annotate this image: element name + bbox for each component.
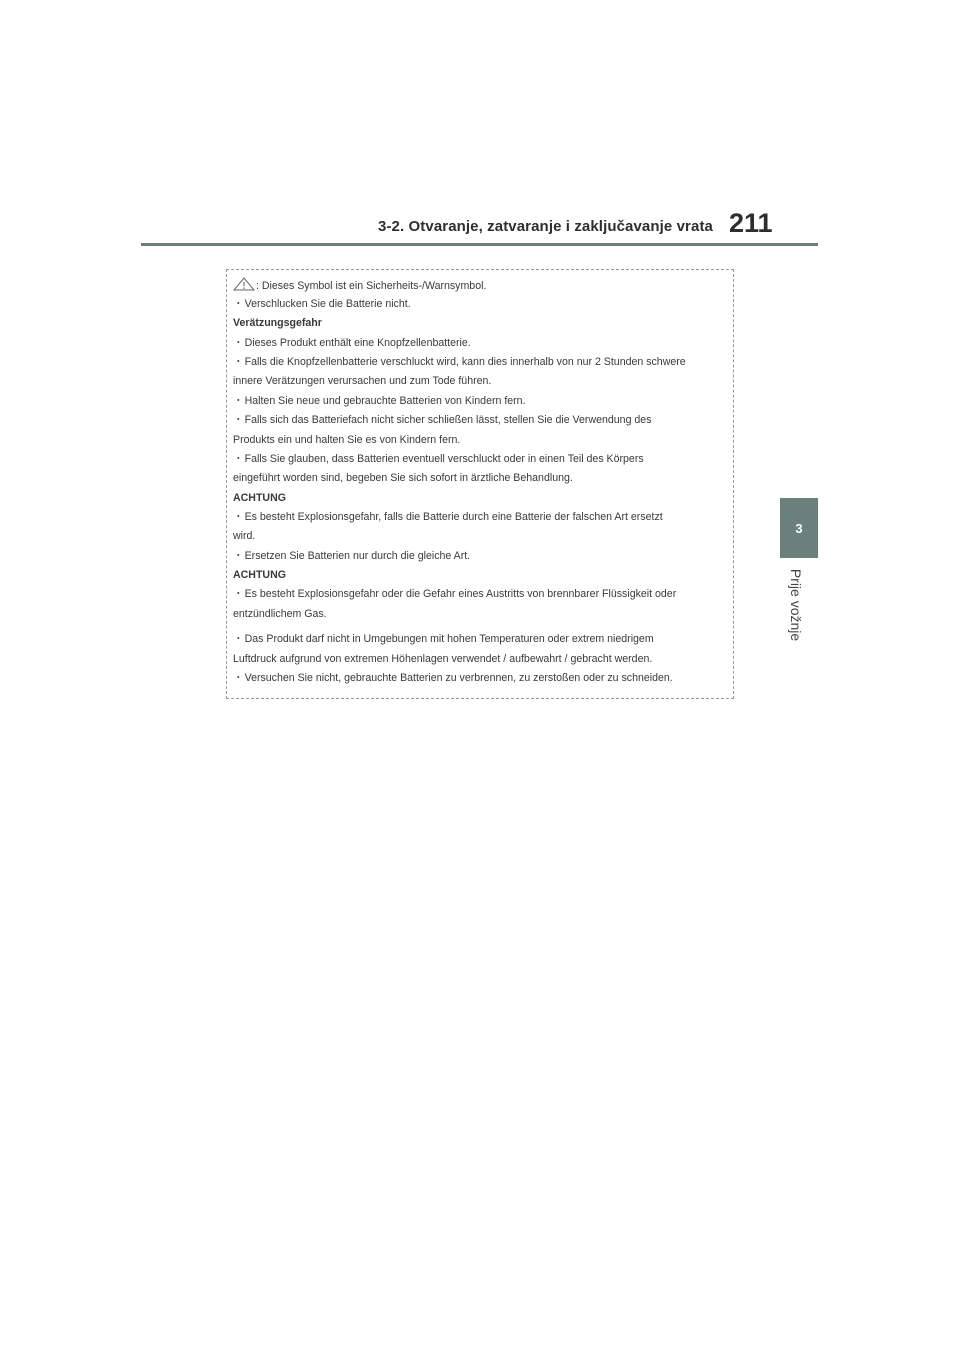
bullet: ・ bbox=[233, 550, 244, 562]
warning-line: ・Versuchen Sie nicht, gebrauchte Batterien zu verbrennen, zu zerstoßen oder zu schneiden. bbox=[233, 672, 673, 684]
warning-triangle-icon bbox=[233, 277, 255, 295]
bullet: ・ bbox=[233, 337, 244, 349]
warning-line: ・Ersetzen Sie Batterien nur durch die gleiche Art. bbox=[233, 550, 471, 562]
chapter-number: 3 bbox=[795, 520, 803, 536]
warning-line: innere Verätzungen verursachen und zum Tode führen. bbox=[233, 375, 492, 387]
warning-line: ・Es besteht Explosionsgefahr oder die Gefahr eines Austritts von brennbarer Flüssigkeit oder bbox=[233, 588, 677, 600]
bullet: ・ bbox=[233, 395, 244, 407]
warning-line: ・Es besteht Explosionsgefahr, falls die Batterie durch eine Batterie der falschen Art ersetzt bbox=[233, 511, 663, 523]
bullet: ・ bbox=[233, 633, 244, 645]
warning-heading: ACHTUNG bbox=[233, 492, 286, 504]
warning-heading: Verätzungsgefahr bbox=[233, 317, 322, 329]
warning-line: ・Falls sich das Batteriefach nicht sicher schließen lässt, stellen Sie die Verwendung des bbox=[233, 414, 652, 426]
bullet: ・ bbox=[233, 588, 244, 600]
warning-line: Produkts ein und halten Sie es von Kindern fern. bbox=[233, 434, 461, 446]
warning-line: Luftdruck aufgrund von extremen Höhenlagen verwendet / aufbewahrt / gebracht werden. bbox=[233, 653, 653, 665]
warning-line: ・Falls die Knopfzellenbatterie verschluckt wird, kann dies innerhalb von nur 2 Stunden schwere bbox=[233, 356, 686, 368]
warning-symbol-text: : Dieses Symbol ist ein Sicherheits-/Warnsymbol. bbox=[256, 280, 487, 292]
warning-line: ・Das Produkt darf nicht in Umgebungen mit hohen Temperaturen oder extrem niedrigem bbox=[233, 633, 654, 645]
warning-line: ・Halten Sie neue und gebrauchte Batterien von Kindern fern. bbox=[233, 395, 526, 407]
bullet: ・ bbox=[233, 298, 244, 310]
warning-line: wird. bbox=[233, 530, 256, 542]
page-number: 211 bbox=[729, 208, 773, 238]
warning-symbol-note bbox=[233, 277, 486, 295]
bullet: ・ bbox=[233, 672, 244, 684]
warning-line: ・Verschlucken Sie die Batterie nicht. bbox=[233, 298, 411, 310]
header-rule bbox=[141, 243, 818, 246]
warning-line: entzündlichem Gas. bbox=[233, 608, 327, 620]
bullet: ・ bbox=[233, 414, 244, 426]
warning-heading: ACHTUNG bbox=[233, 569, 286, 581]
bullet: ・ bbox=[233, 356, 244, 368]
warning-line: eingeführt worden sind, begeben Sie sich sofort in ärztliche Behandlung. bbox=[233, 472, 573, 484]
warning-line: ・Falls Sie glauben, dass Batterien eventuell verschluckt oder in einen Teil des Körpers bbox=[233, 453, 644, 465]
bullet: ・ bbox=[233, 511, 244, 523]
chapter-label: Prije vožnje bbox=[788, 568, 804, 642]
warning-line: ・Dieses Produkt enthält eine Knopfzellenbatterie. bbox=[233, 337, 471, 349]
section-title: 3-2. Otvaranje, zatvaranje i zaključavanje vrata bbox=[378, 218, 713, 235]
bullet: ・ bbox=[233, 453, 244, 465]
